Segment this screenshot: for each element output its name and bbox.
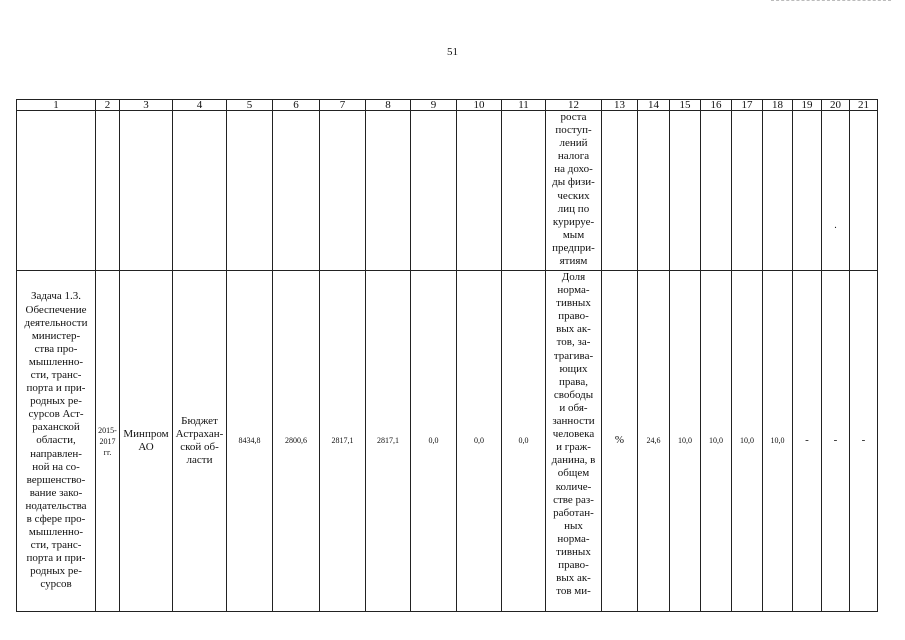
task-name-cell xyxy=(17,271,96,612)
value-cell: 2800,6 xyxy=(273,271,320,612)
value-cell: 8434,8 xyxy=(227,271,273,612)
text-line: вание зако- xyxy=(29,486,83,499)
text-line: данина, в xyxy=(551,454,596,467)
text-line: роста xyxy=(560,111,587,123)
value-cell: 10,0 xyxy=(763,271,793,612)
header-cell: 18 xyxy=(763,100,793,111)
indicator-continuation-cell xyxy=(546,111,602,271)
indicator-continuation-text xyxy=(546,111,601,268)
header-cell: 21 xyxy=(850,100,878,111)
program-table xyxy=(16,99,878,612)
text-line: вых ак- xyxy=(556,572,591,585)
table-cell xyxy=(227,111,273,271)
header-cell: 15 xyxy=(670,100,701,111)
value-cell: - xyxy=(793,271,822,612)
text-line: вых ак- xyxy=(556,323,591,336)
text-line: деятельности xyxy=(24,316,88,329)
table-cell xyxy=(120,111,173,271)
text-line: и граж- xyxy=(556,441,591,454)
text-line: сурсов Аст- xyxy=(28,408,84,421)
table-cell xyxy=(366,111,411,271)
text-line: на дохо- xyxy=(554,163,593,176)
text-line: тов ми- xyxy=(556,585,591,598)
text-line: Задача 1.3. xyxy=(30,290,82,303)
text-line: тов, за- xyxy=(556,336,591,349)
text-line: родных ре- xyxy=(30,565,82,578)
table-cell xyxy=(763,111,793,271)
value-cell: 10,0 xyxy=(732,271,763,612)
table-cell xyxy=(732,111,763,271)
text-line: Обеспечение xyxy=(25,303,87,316)
task-row xyxy=(17,271,878,612)
table-cell xyxy=(822,111,850,271)
text-line: АО xyxy=(138,441,154,453)
scan-dot: . xyxy=(834,220,837,231)
text-line: области, xyxy=(36,434,76,447)
text-line: ющих xyxy=(559,362,588,375)
text-line: права, xyxy=(559,375,588,388)
text-line: нодательства xyxy=(25,499,87,512)
text-line: право- xyxy=(558,559,589,572)
task-name-text xyxy=(17,290,95,591)
text-line: ной на со- xyxy=(32,460,80,473)
text-line: ческих xyxy=(557,189,590,202)
text-line: работан- xyxy=(553,506,594,519)
text-line: тивных xyxy=(556,545,591,558)
header-cell: 10 xyxy=(457,100,502,111)
header-cell: 6 xyxy=(273,100,320,111)
text-line: мышленно- xyxy=(28,355,84,368)
value-cell: 2817,1 xyxy=(366,271,411,612)
header-cell: 13 xyxy=(602,100,638,111)
header-row xyxy=(17,100,878,111)
text-line: министер- xyxy=(31,329,81,342)
text-line: занности xyxy=(552,415,595,428)
table-cell xyxy=(638,111,670,271)
header-cell: 3 xyxy=(120,100,173,111)
text-line: в сфере про- xyxy=(26,513,86,526)
text-line: общем xyxy=(557,467,590,480)
text-line: ды физи- xyxy=(552,176,595,189)
text-line: количе- xyxy=(555,480,592,493)
table-cell xyxy=(502,111,546,271)
header-cell: 8 xyxy=(366,100,411,111)
text-line: сти, транс- xyxy=(30,539,82,552)
text-line: 2015- xyxy=(98,425,117,435)
value-cell: 2817,1 xyxy=(320,271,366,612)
table-cell xyxy=(793,111,822,271)
text-line: сурсов xyxy=(40,578,72,591)
text-line: Бюджет xyxy=(181,414,218,427)
continuation-row xyxy=(17,111,878,271)
header-cell: 19 xyxy=(793,100,822,111)
executor-cell xyxy=(120,271,173,612)
text-line: право- xyxy=(558,310,589,323)
text-line: Доля xyxy=(561,271,586,283)
text-line: мышленно- xyxy=(28,526,84,539)
table-cell xyxy=(96,111,120,271)
text-line: родных ре- xyxy=(30,395,82,408)
value-cell: 0,0 xyxy=(457,271,502,612)
text-line: направлен- xyxy=(30,447,82,460)
value-cell: 0,0 xyxy=(411,271,457,612)
text-line: 2017 xyxy=(99,436,116,446)
table-cell xyxy=(411,111,457,271)
text-line: свободы xyxy=(553,388,594,401)
header-cell: 14 xyxy=(638,100,670,111)
header-cell: 5 xyxy=(227,100,273,111)
executor-text xyxy=(120,428,172,454)
value-cell: 0,0 xyxy=(502,271,546,612)
table-cell xyxy=(273,111,320,271)
text-line: курируе- xyxy=(552,215,595,228)
indicator-cell xyxy=(546,271,602,612)
value-cell: - xyxy=(822,271,850,612)
text-line: ятиям xyxy=(559,255,588,268)
table-cell xyxy=(320,111,366,271)
text-line: ласти xyxy=(186,454,213,467)
text-line: лений xyxy=(559,137,588,150)
header-cell: 12 xyxy=(546,100,602,111)
period-text xyxy=(96,425,119,458)
indicator-text xyxy=(546,271,601,611)
table-cell xyxy=(701,111,732,271)
funding-source-text xyxy=(173,415,226,467)
text-line: поступ- xyxy=(555,124,592,137)
text-line: ства про- xyxy=(34,342,78,355)
header-cell: 7 xyxy=(320,100,366,111)
scan-edge-marks xyxy=(771,0,891,4)
header-cell: 17 xyxy=(732,100,763,111)
value-cell: 10,0 xyxy=(701,271,732,612)
header-cell: 4 xyxy=(173,100,227,111)
text-line: гг. xyxy=(103,447,112,457)
header-cell: 2 xyxy=(96,100,120,111)
text-line: лиц по xyxy=(557,202,590,215)
text-line: трагива- xyxy=(553,349,594,362)
text-line: мым xyxy=(562,228,585,241)
header-cell: 20 xyxy=(822,100,850,111)
header-cell: 16 xyxy=(701,100,732,111)
text-line: стве раз- xyxy=(553,493,594,506)
text-line: норма- xyxy=(557,532,590,545)
text-line: налога xyxy=(557,150,590,163)
text-line: ской об- xyxy=(180,441,219,453)
text-line: человека xyxy=(552,428,595,441)
table-cell xyxy=(602,111,638,271)
text-line: раханской xyxy=(32,421,80,434)
value-cell: 10,0 xyxy=(670,271,701,612)
period-cell xyxy=(96,271,120,612)
header-cell: 9 xyxy=(411,100,457,111)
text-line: Минпром xyxy=(123,427,169,440)
header-cell: 11 xyxy=(502,100,546,111)
table-cell xyxy=(850,111,878,271)
text-line: порта и при- xyxy=(26,382,86,395)
text-line: порта и при- xyxy=(26,552,86,565)
value-cell: 24,6 xyxy=(638,271,670,612)
table-cell xyxy=(670,111,701,271)
text-line: норма- xyxy=(557,284,590,297)
text-line: вершенство- xyxy=(26,473,86,486)
text-line: и обя- xyxy=(559,401,588,414)
table-cell xyxy=(457,111,502,271)
table-cell xyxy=(173,111,227,271)
text-line: сти, транс- xyxy=(30,368,82,381)
table-cell xyxy=(17,111,96,271)
unit-cell: % xyxy=(602,271,638,612)
funding-source-cell xyxy=(173,271,227,612)
header-cell: 1 xyxy=(17,100,96,111)
text-line: тивных xyxy=(556,297,591,310)
value-cell: - xyxy=(850,271,878,612)
text-line: ных xyxy=(564,519,583,532)
page-number: 51 xyxy=(447,46,458,58)
text-line: предпри- xyxy=(552,241,595,254)
text-line: Астрахан- xyxy=(175,427,224,440)
